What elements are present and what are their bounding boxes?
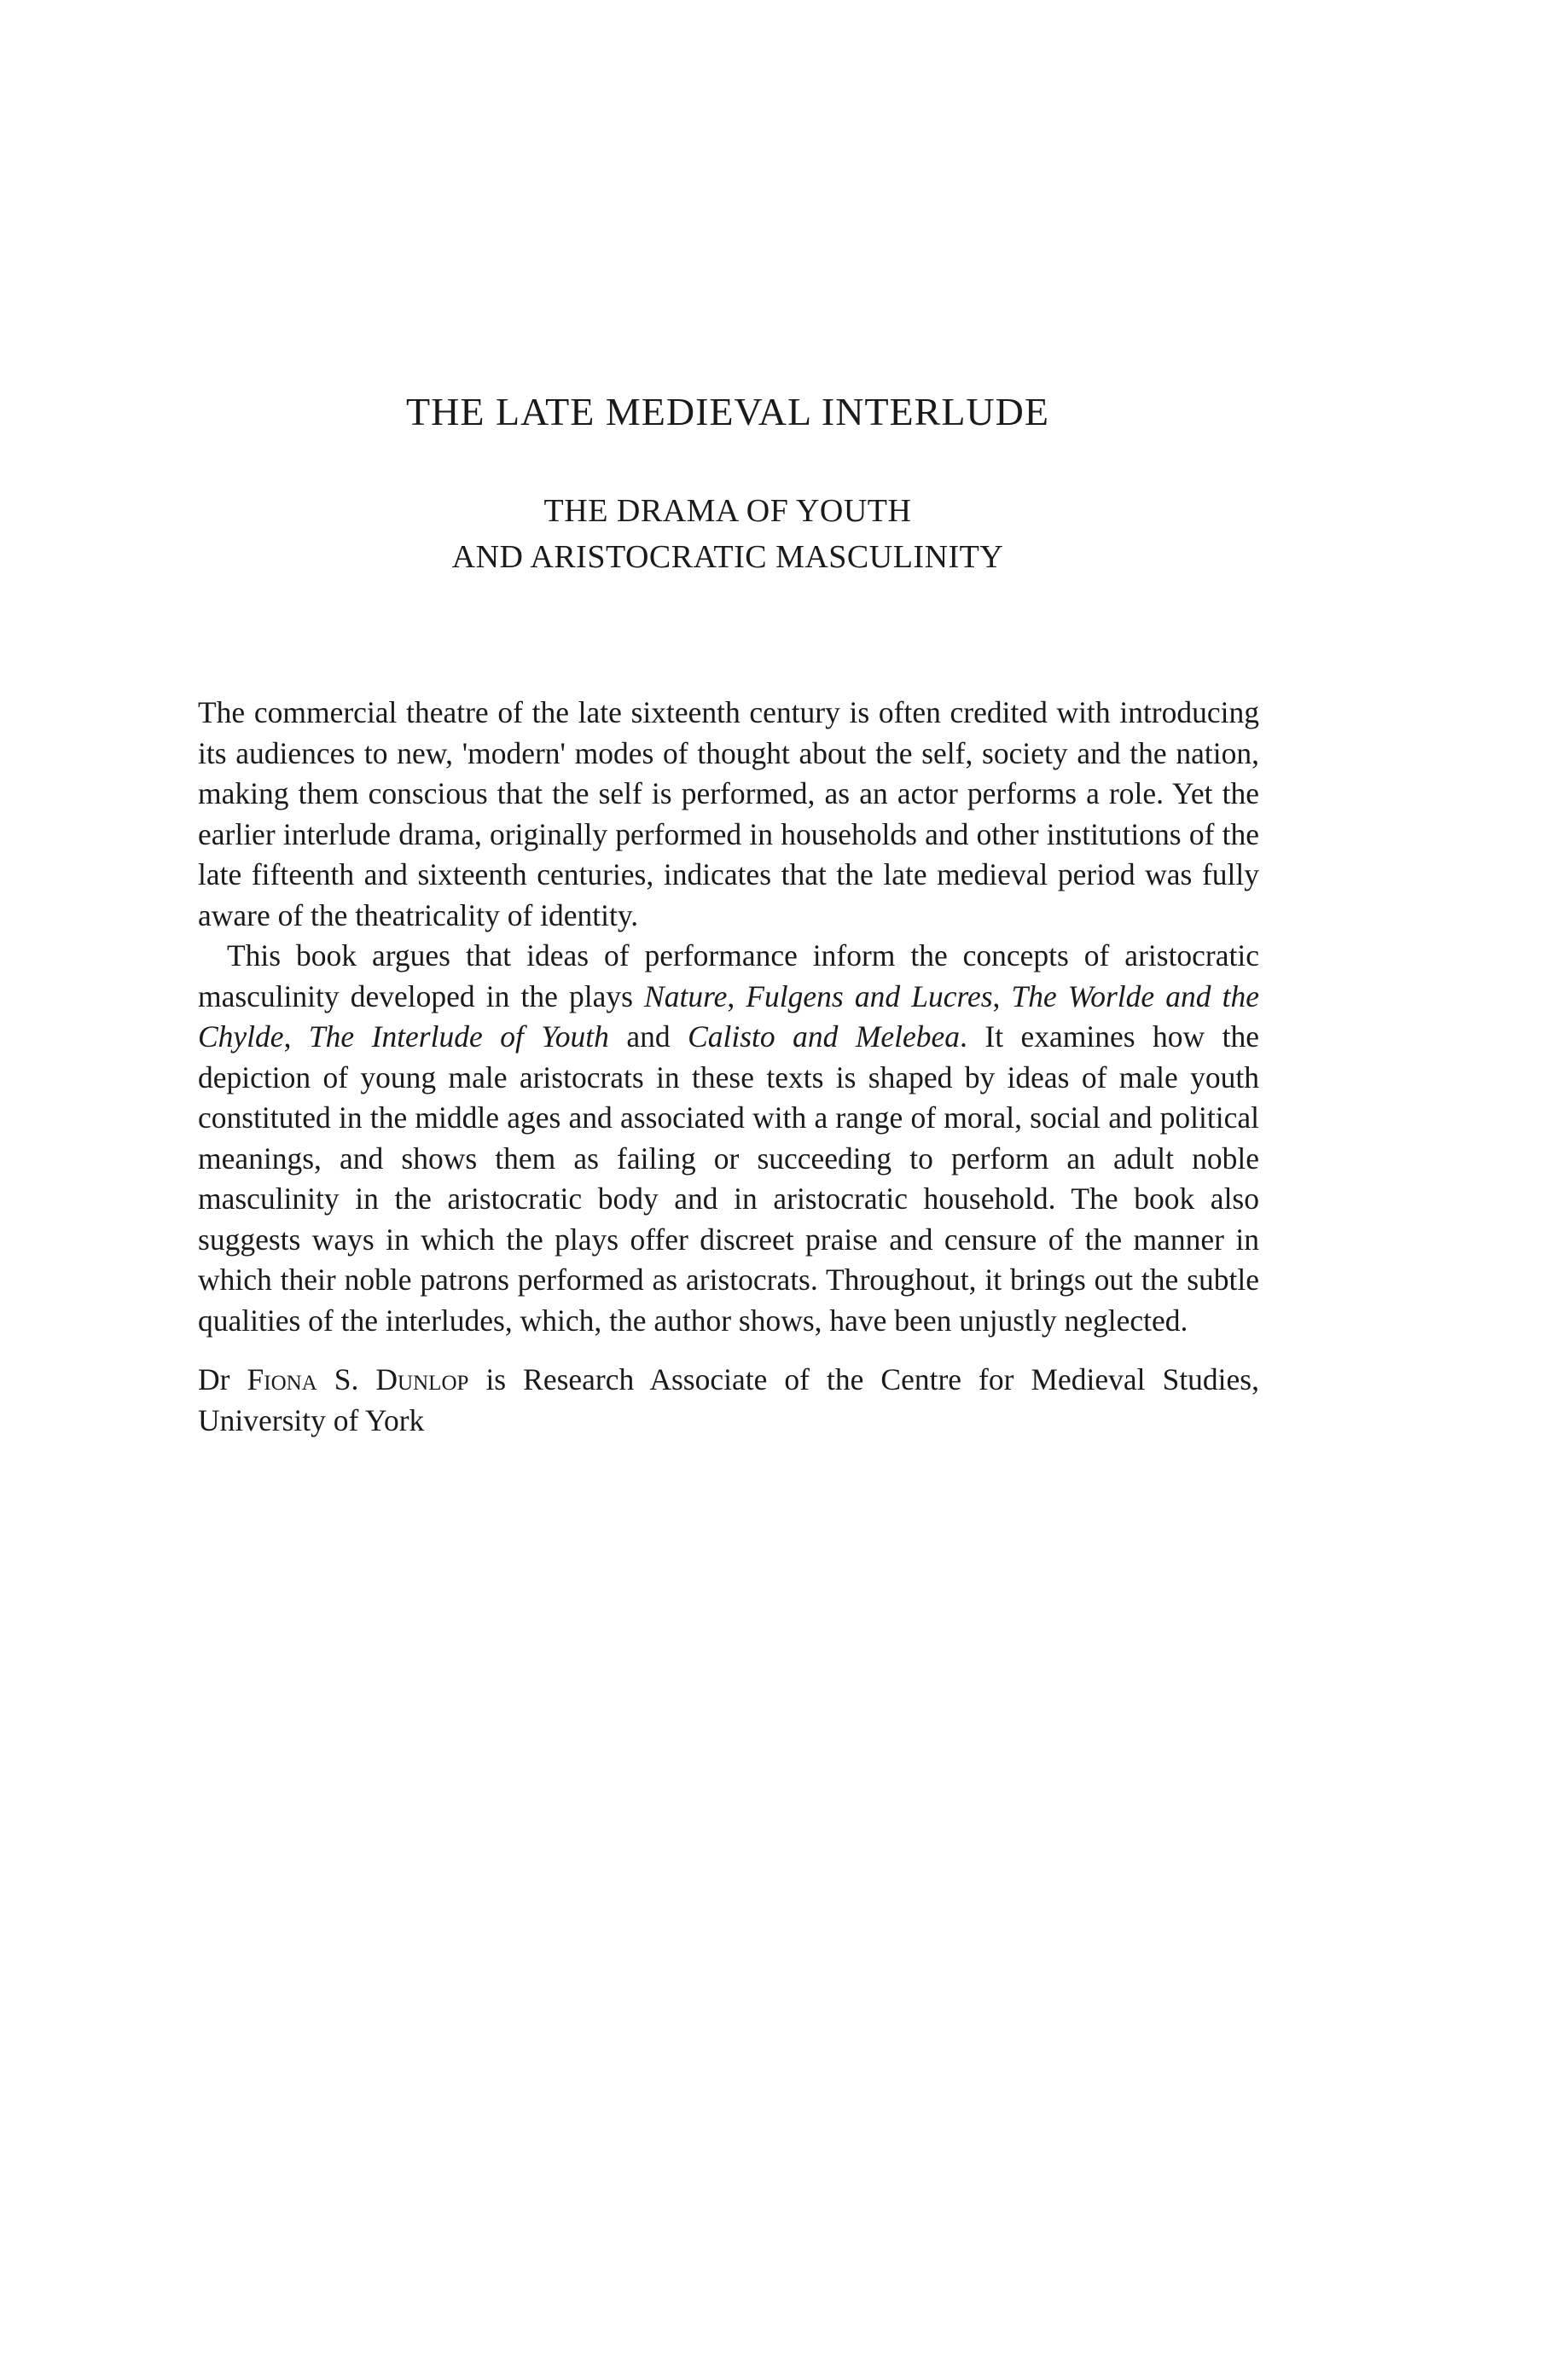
play-title-nature: Nature xyxy=(644,978,728,1013)
paragraph-intro: The commercial theatre of the late sixteenth century is often credited with introducing its audiences to new, 'modern' modes of thought about the self, society and the nation, making them conscious that the self is performed, as an actor performs a role. Yet the earlier interlude drama, originally performed in households and other institutions of the late fifteenth and sixteenth centuries, indicates that the late medieval period was fully aware of the theatricality of identity. xyxy=(198,695,1259,932)
subtitle-line-2: AND ARISTOCRATIC MASCULINITY xyxy=(451,539,1004,575)
author-bio xyxy=(198,1360,1259,1441)
paragraph-argument xyxy=(198,936,1259,1341)
play-title-worlde: The Worlde and the Chylde xyxy=(198,978,1260,1054)
book-title: THE LATE MEDIEVAL INTERLUDE xyxy=(406,390,1049,433)
book-subtitle xyxy=(0,488,1455,580)
bio-rest: is Research Associate of the Centre for Medieval Studies, University of York xyxy=(198,1362,1259,1437)
play-title-fulgens: Fulgens and Lucres xyxy=(746,978,993,1013)
argument-sep-4: and xyxy=(608,1019,688,1054)
play-title-youth: The Interlude of Youth xyxy=(308,1019,609,1054)
play-title-calisto: Calisto and Melebea xyxy=(688,1019,961,1054)
argument-sep-2: , xyxy=(992,978,1012,1013)
subtitle-line-1: THE DRAMA OF YOUTH xyxy=(543,493,912,529)
argument-text-2: . It examines how the depiction of young male aristocrats in these texts is shaped by ideas of male youth constituted in the middle ages and associated with a range of moral, social and political meanings, and shows them as failing or succeeding to perform an adult noble masculinity in the aristocratic body and in aristocratic household. The book also suggests ways in which the plays offer discreet praise and censure of the manner in which their noble patrons performed as aristocrats. Throughout, it brings out the subtle qualities of the interludes, which, the author shows, have been unjustly neglected. xyxy=(198,1019,1259,1338)
bio-prefix: Dr xyxy=(198,1362,247,1396)
argument-text-1: This book argues that ideas of performance inform the concepts of aristocratic masculinity developed in the plays xyxy=(198,938,1259,1013)
blurb xyxy=(198,693,1259,1441)
author-name: Fiona S. Dunlop xyxy=(247,1362,469,1396)
argument-sep-1: , xyxy=(727,978,746,1013)
argument-sep-3: , xyxy=(283,1019,309,1054)
